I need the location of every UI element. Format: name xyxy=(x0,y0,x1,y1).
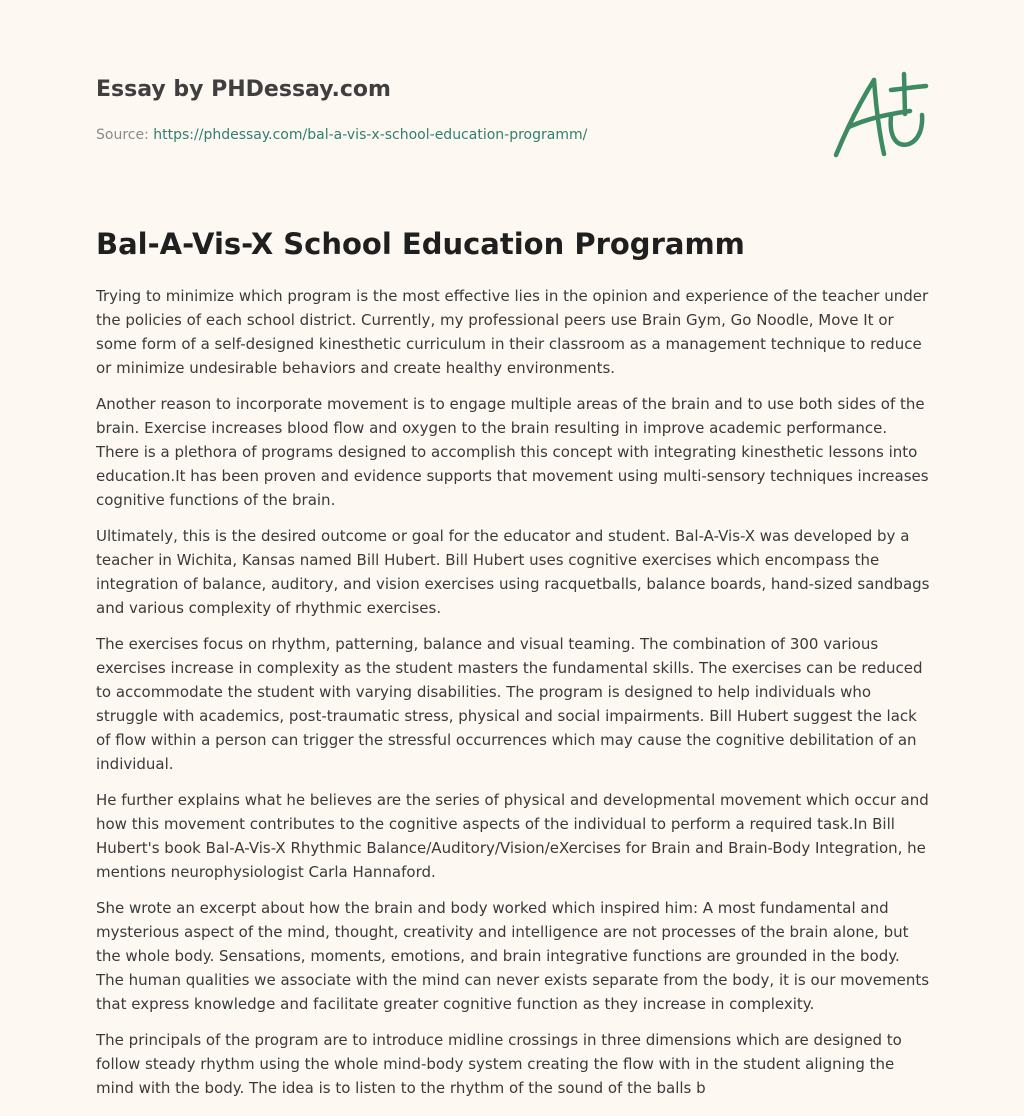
essay-paragraph-2: Another reason to incorporate movement is to engage multiple areas of the brain and to use both sides of the brain. Exercise increases blood flow and oxygen to the brain resulting in improve academic performance. There is a plethora of programs designed to accomplish this concept with integrating kinesthetic lessons into education.It has been proven and evidence supports that movement using multi-sensory techniques increases cognitive functions of the brain. xyxy=(96,395,929,509)
essay-content xyxy=(96,224,932,1112)
essay-paragraph-4: The exercises focus on rhythm, patterning, balance and visual teaming. The combination of 300 various exercises increase in complexity as the student masters the fundamental skills. The exercises can be reduced to accommodate the student with varying disabilities. The program is designed to help individuals who struggle with academics, post-traumatic stress, physical and social impairments. Bill Hubert suggest the lack of flow within a person can trigger the stressful occurrences which may cause the cognitive debilitation of an individual. xyxy=(96,635,923,773)
essay-paragraph-3: Ultimately, this is the desired outcome or goal for the educator and student. Bal-A-Vis-X was developed by a teacher in Wichita, Kansas named Bill Hubert. Bill Hubert uses cognitive exercises which encompass the integration of balance, auditory, and vision exercises using racquetballs, balance boards, hand-sized sandbags and various complexity of rhythmic exercises. xyxy=(96,527,930,617)
essay-paragraph-5: He further explains what he believes are the series of physical and developmental movement which occur and how this movement contributes to the cognitive aspects of the individual to perform a required task.In Bill Hubert's book Bal-A-Vis-X Rhythmic Balance/Auditory/Vision/eXercises for Brain and Brain-Body Integration, he mentions neurophysiologist Carla Hannaford. xyxy=(96,791,929,881)
site-brand: Essay by PHDessay.com xyxy=(96,77,391,102)
source-link[interactable]: https://phdessay.com/bal-a-vis-x-school-education-programm/ xyxy=(153,127,588,143)
source-line xyxy=(96,125,926,145)
a-plus-logo-icon xyxy=(818,62,938,172)
essay-paragraph-6: She wrote an excerpt about how the brain and body worked which inspired him: A most fundamental and mysterious aspect of the mind, thought, creativity and intelligence are not processes of the brain alone, but the whole body. Sensations, moments, emotions, and brain integrative functions are grounded in the body. The human qualities we associate with the mind can never exists separate from the body, it is our movements that express knowledge and facilitate greater cognitive function as they increase in complexity. xyxy=(96,899,930,1013)
essay-title: Bal-A-Vis-X School Education Programm xyxy=(96,227,745,261)
page-header xyxy=(96,75,926,145)
essay-paragraph-1: Trying to minimize which program is the most effective lies in the opinion and experience of the teacher under the policies of each school district. Currently, my professional peers use Brain Gym, Go Noodle, Move It or some form of a self-designed kinesthetic curriculum in their classroom as a management technique to reduce or minimize undesirable behaviors and create healthy environments. xyxy=(96,287,929,377)
source-label: Source: xyxy=(96,127,154,143)
essay-paragraph-7: The principals of the program are to introduce midline crossings in three dimensions which are designed to follow steady rhythm using the whole mind-body system creating the flow with in the student aligning the mind with the body. The idea is to listen to the rhythm of the sound of the balls b xyxy=(96,1031,902,1097)
